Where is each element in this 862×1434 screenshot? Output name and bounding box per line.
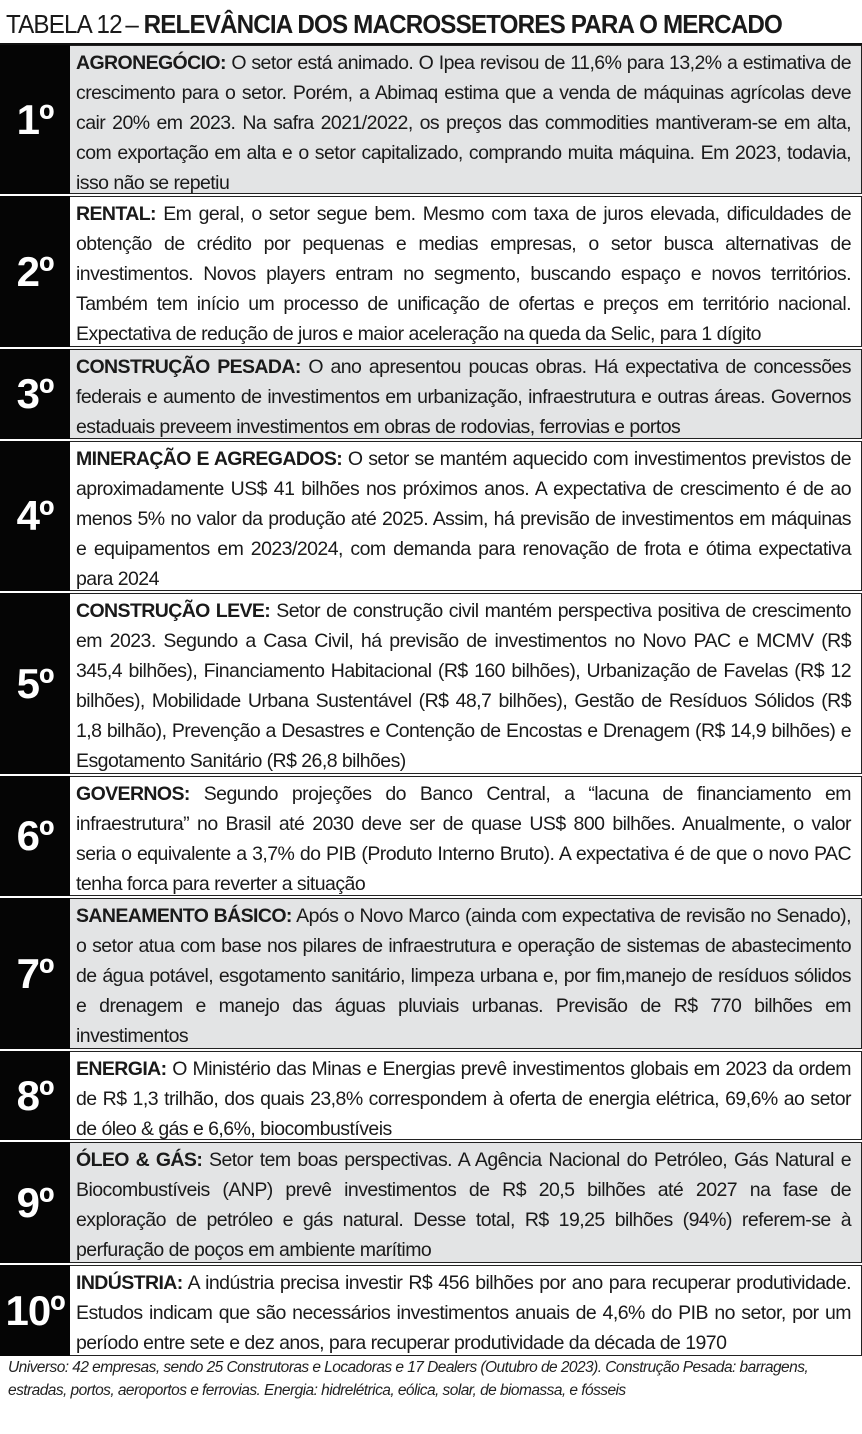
rank-cell: 5º [0, 593, 70, 774]
ranking-table [0, 45, 862, 1358]
sector-text: Setor de construção civil mantém perspectiva positiva de crescimento em 2023. Segundo a Casa Civil, há previsão de investimentos no Novo PAC e MCMV (R$ 345,4 bilhões), Financiamento Habitacional (R$ 160 bilhões), Urbanização de Favelas (R$ 12 bilhões), Mobilidade Urbana Sustentável (R$ 48,7 bilhões), Gestão de Resíduos Sólidos (R$ 1,8 bilhão), Prevenção a Desastres e Contenção de Encostas e Drenagem (R$ 14,9 bilhões) e Esgotamento Sanitário (R$ 26,8 bilhões) [76, 600, 851, 772]
sector-text: Setor tem boas perspectivas. A Agência Nacional do Petróleo, Gás Natural e Biocombustíveis (ANP) prevê investimentos de R$ 20,5 bilhões até 2027 na fase de exploração de petróleo e gás natural. Desse total, R$ 19,25 bilhões (94%) referem-se à perfuração de poços em ambiente marítimo [76, 1149, 851, 1261]
table-row [0, 593, 862, 776]
rank-cell: 8º [0, 1051, 70, 1140]
sector-text: O Ministério das Minas e Energias prevê investimentos globais em 2023 da ordem de R$ 1,3 trilhão, dos quais 23,8% correspondem à oferta de energia elétrica, 69,6% ao setor de óleo & gás e 6,6%, biocombustíveis [76, 1058, 851, 1140]
sector-description [70, 349, 862, 439]
sector-label: CONSTRUÇÃO PESADA: [76, 356, 301, 378]
table-heading: RELEVÂNCIA DOS MACROSSETORES PARA O MERCADO [143, 8, 783, 39]
table-row [0, 898, 862, 1051]
rank-cell: 4º [0, 441, 70, 591]
sector-label: AGRONEGÓCIO: [76, 52, 226, 74]
table-row [0, 1051, 862, 1142]
sector-text: Após o Novo Marco (ainda com expectativa de revisão no Senado), o setor atua com base nos pilares de infraestrutura e operação de sistemas de abastecimento de água potável, esgotamento sanitário, limpeza urbana e, por fim,manejo de resíduos sólidos e drenagem e manejo das águas pluviais urbanas. Previsão de R$ 770 bilhões em investimentos [76, 905, 851, 1047]
sector-description [70, 45, 862, 194]
sector-label: CONSTRUÇÃO LEVE: [76, 600, 271, 622]
sector-text: A indústria precisa investir R$ 456 bilhões por ano para recuperar produtividade. Estudos indicam que são necessários investimentos anuais de 4,6% do PIB no setor, por um período entre sete e dez anos, para recuperar produtividade da década de 1970 [76, 1272, 851, 1354]
sector-description [70, 776, 862, 896]
table-number: TABELA 12 [6, 8, 122, 39]
sector-label: SANEAMENTO BÁSICO: [76, 905, 292, 927]
sector-text: Segundo projeções do Banco Central, a “lacuna de financiamento em infraestrutura” no Brasil até 2030 deve ser de quase US$ 800 bilhões. Anualmente, o valor seria o equivalente a 3,7% do PIB (Produto Interno Bruto). A expectativa é de que o novo PAC tenha forca para reverter a situação [76, 783, 851, 895]
sector-description [70, 1051, 862, 1140]
sector-description [70, 196, 862, 347]
table-row [0, 1142, 862, 1265]
rank-cell: 2º [0, 196, 70, 347]
sector-text: O ano apresentou poucas obras. Há expectativa de concessões federais e aumento de investimentos em urbanização, infraestrutura e outras áreas. Governos estaduais preveem investimentos em obras de rodovias, ferrovias e portos [76, 356, 852, 438]
sector-label: MINERAÇÃO E AGREGADOS: [76, 448, 343, 470]
sector-description [70, 1142, 862, 1263]
table-row [0, 349, 862, 441]
table-title [6, 4, 797, 44]
rank-cell: 3º [0, 349, 70, 439]
rank-cell: 7º [0, 898, 70, 1049]
table-footnote: Universo: 42 empresas, sendo 25 Construtoras e Locadoras e 17 Dealers (Outubro de 2023). Construção Pesada: barragens, estradas, portos, aeroportos e ferrovias. Energia: hidrelétrica, eólica, solar, de biomassa, e fósseis [8, 1359, 809, 1399]
sector-text: O setor se mantém aquecido com investimentos previstos de aproximadamente US$ 41 bilhões nos próximos anos. A expectativa de crescimento é de ao menos 5% no valor da produção até 2025. Assim, há previsão de investimentos em máquinas e equipamentos em 2023/2024, com demanda para renovação de frota e ótima expectativa para 2024 [76, 448, 851, 590]
rank-cell: 9º [0, 1142, 70, 1263]
sector-description [70, 898, 862, 1049]
sector-label: GOVERNOS: [76, 783, 190, 805]
sector-text: Em geral, o setor segue bem. Mesmo com taxa de juros elevada, dificuldades de obtenção de crédito por pequenas e medias empresas, o setor busca alternativas de investimentos. Novos players entram no segmento, buscando espaço e novos territórios. Também tem início um processo de unificação de ofertas e preços em território nacional. Expectativa de redução de juros e maior aceleração na queda da Selic, para 1 dígito [76, 203, 851, 345]
table-row [0, 196, 862, 349]
rank-cell: 1º [0, 45, 70, 194]
rank-cell: 10º [0, 1265, 70, 1356]
table-row [0, 1265, 862, 1358]
sector-description [70, 1265, 862, 1356]
sector-label: ENERGIA: [76, 1058, 167, 1080]
sector-description [70, 593, 862, 774]
sector-text: O setor está animado. O Ipea revisou de 11,6% para 13,2% a estimativa de crescimento para o setor. Porém, a Abimaq estima que a venda de máquinas agrícolas deve cair 20% em 2023. Na safra 2021/2022, os preços das commodities mantiveram-se em alta, com exportação em alta e o setor capitalizado, comprando muita máquina. Em 2023, todavia, isso não se repetiu [76, 52, 851, 194]
title-dash: – [125, 8, 139, 39]
sector-label: ÓLEO & GÁS: [76, 1149, 203, 1171]
table-row [0, 441, 862, 593]
table-row [0, 45, 862, 196]
rank-cell: 6º [0, 776, 70, 896]
sector-label: RENTAL: [76, 203, 156, 225]
sector-label: INDÚSTRIA: [76, 1272, 183, 1294]
sector-description [70, 441, 862, 591]
table-row [0, 776, 862, 898]
